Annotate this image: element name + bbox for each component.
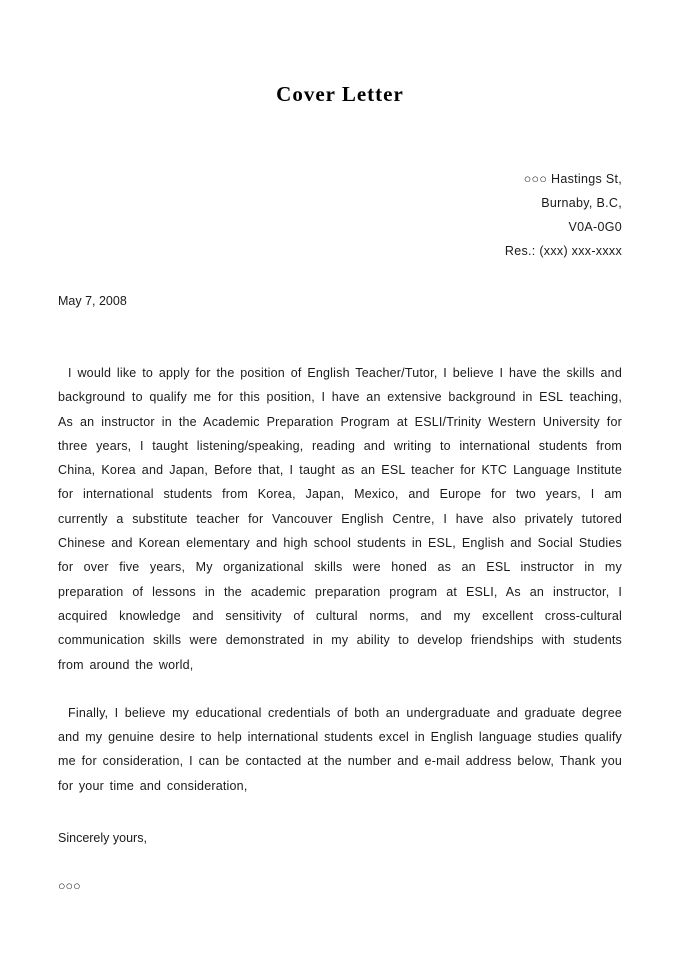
page-title: Cover Letter [276, 82, 404, 106]
signature-line: ○○○ [58, 879, 81, 894]
address-line-postal-code: V0A-0G0 [568, 220, 622, 234]
date-line: May 7, 2008 [58, 294, 127, 308]
address-line-city: Burnaby, B.C, [541, 196, 622, 210]
closing-line: Sincerely yours, [58, 831, 147, 846]
body-paragraph-1: I would like to apply for the position of English Teacher/Tutor, I believe I have the skills and background to qualify me for this position, I have an extensive background in ESL teaching, As an instructor in the Academic Preparation Program at ESLI/Trinity Western University for three years, I taught listening/speaking, reading and writing to international students from China, Korea and Japan, Before that, I taught as an ESL teacher for KTC Language Institute for international students from Korea, Japan, Mexico, and Europe for two years, I am currently a substitute teacher for Vancouver English Centre, I have also privately tutored Chinese and Korean elementary and high school students in ESL, English and Social Studies for over five years, My organizational skills were honed as an ESL instructor in my preparation of lessons in the academic preparation program at ESLI, As an instructor, I acquired knowledge and sensitivity of cultural norms, and my excellent cross-cultural communication skills were demonstrated in my ability to develop friendships with students from around the world, [58, 366, 622, 672]
sender-address-block [58, 167, 622, 263]
address-line-street: ○○○ Hastings St, [523, 172, 622, 186]
body-paragraph-2: Finally, I believe my educational credentials of both an undergraduate and graduate degree and my genuine desire to help international students excel in English language studies qualify me for consideration, I can be contacted at the number and e-mail address below, Thank you for your time and consideration, [58, 705, 622, 793]
address-line-phone: Res.: (xxx) xxx-xxxx [504, 244, 622, 258]
